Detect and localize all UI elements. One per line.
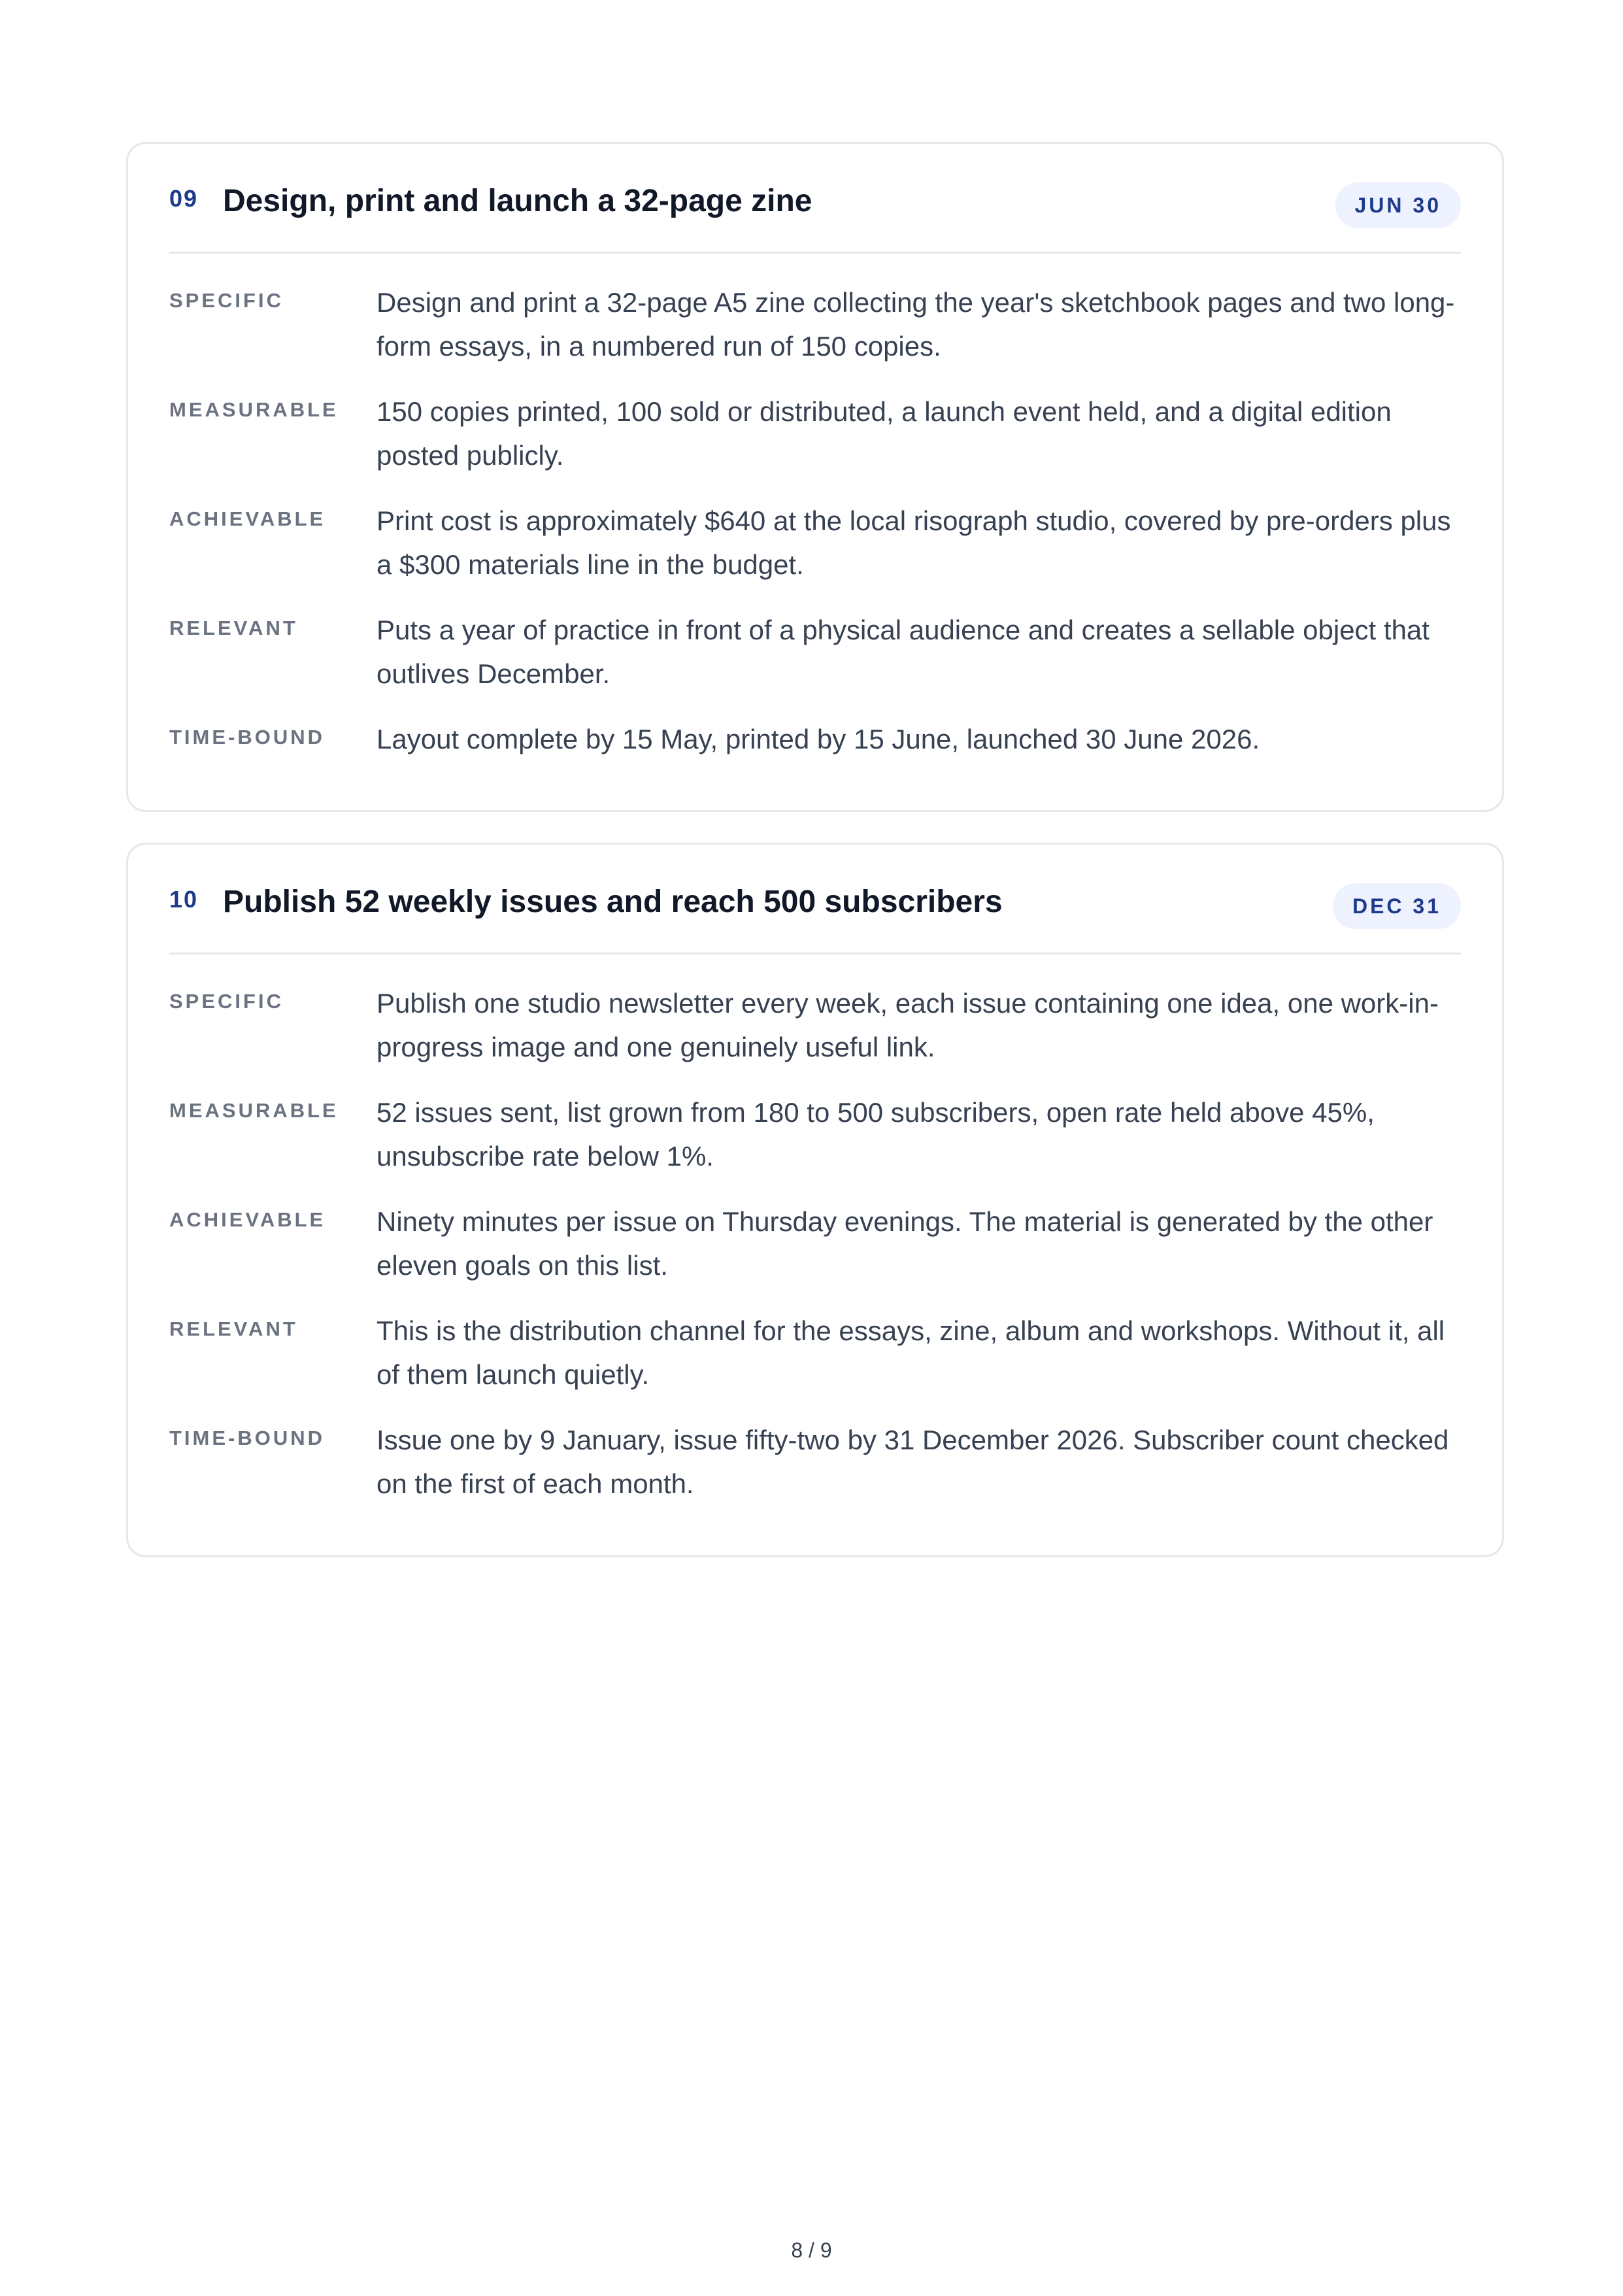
criteria-text: Layout complete by 15 May, printed by 15 June, launched 30 June 2026. (376, 724, 1260, 754)
criteria-row-measurable (169, 1090, 1461, 1178)
criteria-text: Design and print a 32-page A5 zine collecting the year's sketchbook pages and two long-form essays, in a numbered run of 150 copies. (376, 287, 1455, 362)
criteria-row-measurable (169, 390, 1461, 477)
criteria-row-achievable (169, 499, 1461, 586)
criteria-label: TIME-BOUND (169, 726, 326, 749)
goal-number: 09 (169, 185, 199, 212)
criteria-label: RELEVANT (169, 616, 298, 639)
goal-card (126, 142, 1504, 812)
criteria-label: ACHIEVABLE (169, 507, 326, 530)
smart-criteria-list (169, 280, 1461, 761)
criteria-text: Ninety minutes per issue on Thursday evenings. The material is generated by the other eleven goals on this list. (376, 1206, 1433, 1281)
criteria-text: This is the distribution channel for the essays, zine, album and workshops. Without it, all of them launch quietly. (376, 1315, 1445, 1390)
criteria-label: SPECIFIC (169, 289, 284, 312)
criteria-row-time-bound (169, 1418, 1461, 1506)
criteria-label: TIME-BOUND (169, 1427, 326, 1449)
goal-number: 10 (169, 886, 199, 913)
criteria-text: Print cost is approximately $640 at the local risograph studio, covered by pre-orders plus a $300 materials line in the budget. (376, 505, 1451, 580)
criteria-label: RELEVANT (169, 1317, 298, 1340)
criteria-text: Puts a year of practice in front of a physical audience and creates a sellable object that outlives December. (376, 615, 1430, 689)
goal-title: Design, print and launch a 32-page zine (223, 184, 812, 218)
criteria-label: MEASURABLE (169, 398, 339, 421)
page-number: 8 / 9 (791, 2238, 832, 2262)
criteria-row-relevant (169, 608, 1461, 696)
criteria-text: Issue one by 9 January, issue fifty-two by 31 December 2026. Subscriber count checked on the first of each month. (376, 1425, 1449, 1499)
criteria-row-achievable (169, 1200, 1461, 1287)
criteria-text: Publish one studio newsletter every week, each issue containing one idea, one work-in-progress image and one genuinely useful link. (376, 988, 1439, 1062)
criteria-row-specific (169, 981, 1461, 1069)
criteria-text: 52 issues sent, list grown from 180 to 500 subscribers, open rate held above 45%, unsubscribe rate below 1%. (376, 1097, 1375, 1172)
criteria-label: MEASURABLE (169, 1099, 339, 1122)
due-date-badge: DEC 31 (1333, 883, 1461, 929)
goal-header (169, 144, 1461, 254)
due-date-badge: JUN 30 (1335, 182, 1462, 228)
criteria-label: ACHIEVABLE (169, 1208, 326, 1231)
goal-title: Publish 52 weekly issues and reach 500 subscribers (223, 885, 1003, 919)
goal-card (126, 843, 1504, 1557)
criteria-row-relevant (169, 1309, 1461, 1396)
criteria-row-time-bound (169, 717, 1461, 761)
goal-header (169, 845, 1461, 954)
criteria-text: 150 copies printed, 100 sold or distributed, a launch event held, and a digital edition posted publicly. (376, 396, 1392, 471)
criteria-label: SPECIFIC (169, 990, 284, 1013)
smart-criteria-list (169, 981, 1461, 1506)
criteria-row-specific (169, 280, 1461, 368)
